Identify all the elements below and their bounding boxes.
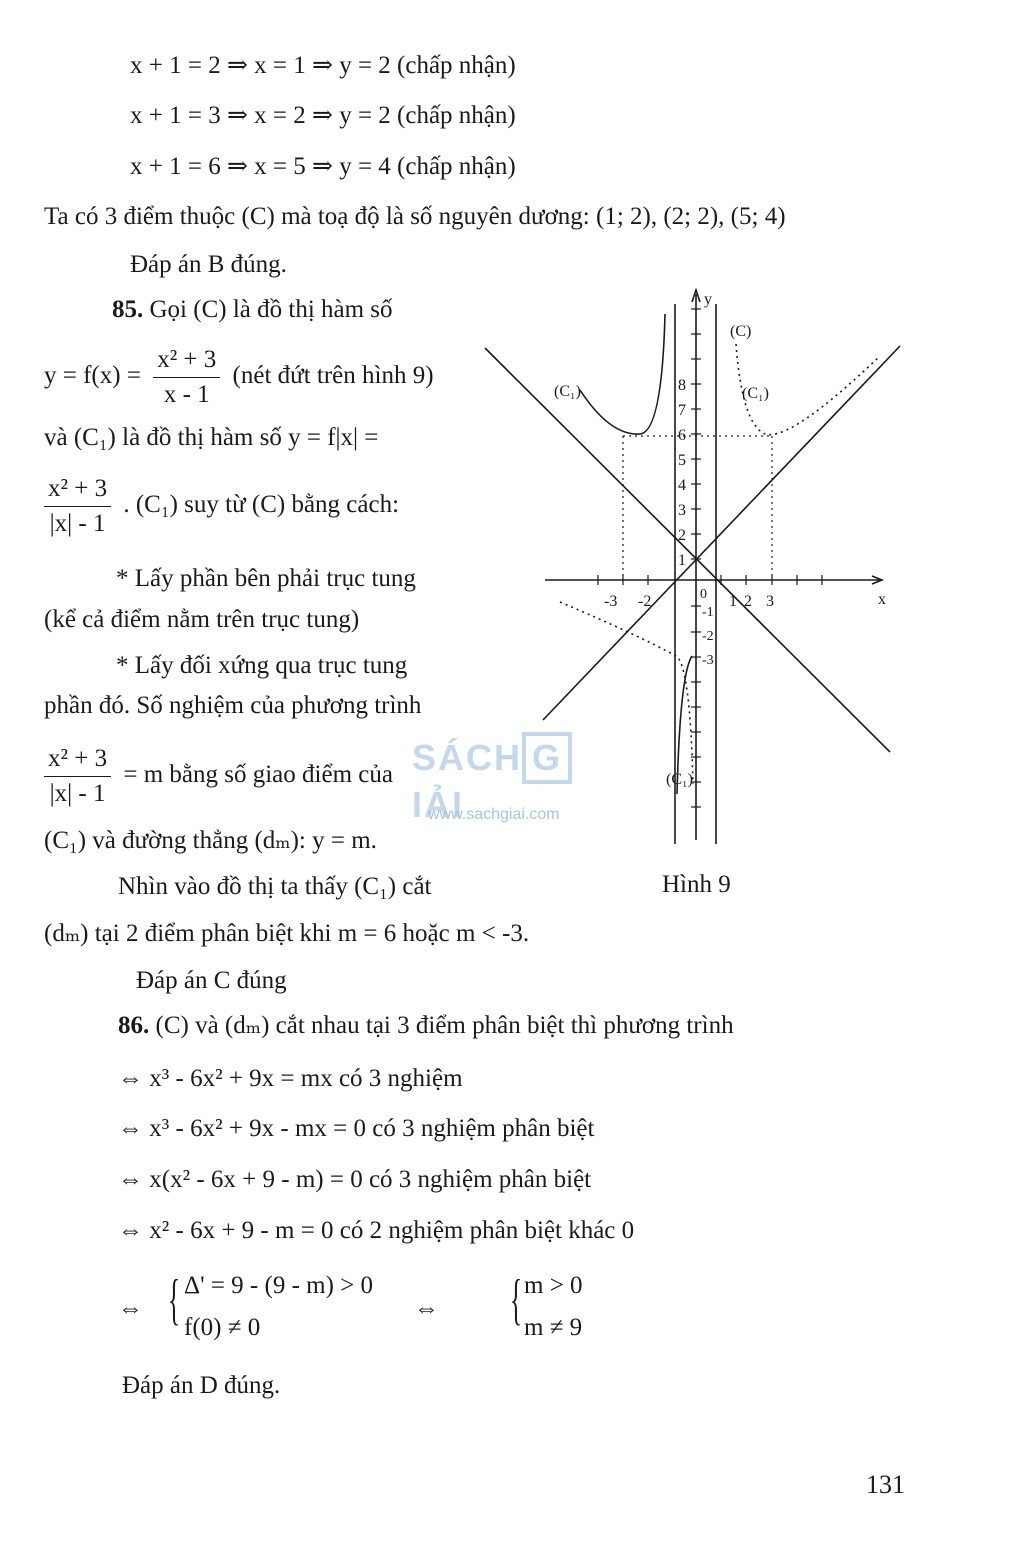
intro-text: (C) và (dₘ) cắt nhau tại 3 điểm phân biệt thì phương trình	[155, 1012, 734, 1039]
function-definition	[44, 345, 434, 410]
problem-number: 85.	[112, 296, 144, 323]
watermark-brand-a: SÁCH	[412, 737, 523, 778]
problem-85-intro	[112, 294, 393, 326]
watermark-url: www.sachgiai.com	[428, 806, 560, 823]
y-eq: y = f(x) =	[44, 362, 141, 390]
fraction	[44, 744, 111, 809]
system-2-line-1: m > 0	[524, 1272, 583, 1299]
iff-symbol: ⇔	[118, 1295, 143, 1322]
problem-number: 86.	[118, 1012, 150, 1039]
text-line: Ta có 3 điểm thuộc (C) mà toạ độ là số nguyên dương: (1; 2), (2; 2), (5; 4)	[44, 203, 786, 230]
y-tick-label: 0	[700, 587, 707, 602]
step-2-cont: phần đó. Số nghiệm của phương trình	[44, 692, 422, 719]
numerator: x² + 3	[44, 744, 111, 777]
c1-definition: và (C₁) là đồ thị hàm số y = f|x| =	[44, 424, 379, 451]
y-tick-label: 5	[678, 452, 686, 469]
c1-fraction-line	[44, 474, 399, 539]
y-tick-label: -1	[702, 605, 714, 620]
after-fraction: (nét đứt trên hình 9)	[232, 362, 434, 390]
fraction	[44, 474, 111, 539]
system-brace: {	[510, 1269, 523, 1331]
after-fraction: = m bằng số giao điểm của	[123, 761, 393, 789]
equivalence-line: ⇔ x³ - 6x² + 9x = mx có 3 nghiệm	[118, 1065, 463, 1092]
conclusion: Nhìn vào đồ thị ta thấy (C₁) cắt	[118, 873, 432, 900]
after-fraction: . (C₁) suy từ (C) bằng cách:	[123, 491, 400, 519]
step-2: * Lấy đối xứng qua trục tung	[116, 652, 408, 679]
x-tick-label: -2	[638, 593, 652, 610]
y-tick-label: 1	[678, 552, 686, 569]
answer-b: Đáp án B đúng.	[130, 251, 287, 278]
system-1-line-2: f(0) ≠ 0	[184, 1314, 261, 1341]
y-tick-label: 2	[678, 527, 686, 544]
denominator: x - 1	[163, 381, 210, 408]
system-1-line-1: Δ' = 9 - (9 - m) > 0	[184, 1272, 374, 1299]
figure-caption: Hình 9	[662, 871, 731, 898]
x-tick-label: 2	[744, 593, 752, 610]
y-tick-label: 6	[678, 427, 686, 444]
label-c1-left: (C₁)	[554, 383, 581, 400]
system-2-line-2: m ≠ 9	[524, 1314, 583, 1341]
x-tick-label: -3	[604, 593, 618, 610]
step-1-cont: (kể cả điểm nằm trên trục tung)	[44, 606, 360, 633]
y-tick-label: 7	[678, 402, 686, 419]
x-axis-label: x	[878, 591, 886, 608]
x-tick-label: 1	[729, 593, 737, 610]
answer-d: Đáp án D đúng.	[122, 1372, 281, 1399]
oblique-asymptote-1	[485, 348, 890, 752]
step-1: * Lấy phần bên phải trục tung	[116, 565, 416, 592]
oblique-asymptote-2	[543, 346, 900, 720]
problem-86-intro	[118, 1010, 734, 1042]
text-line: x + 1 = 2 ⇒ x = 1 ⇒ y = 2 (chấp nhận)	[130, 52, 516, 79]
y-tick-label: 4	[678, 477, 686, 494]
equivalence-line: ⇔ x(x² - 6x + 9 - m) = 0 có 3 nghiệm phân biệt	[118, 1166, 592, 1193]
y-tick-label: -3	[702, 653, 714, 668]
text-line: x + 1 = 6 ⇒ x = 5 ⇒ y = 4 (chấp nhận)	[130, 153, 516, 180]
watermark-brand-c: IẢI	[412, 784, 465, 825]
label-c1-right: (C₁)	[742, 385, 769, 402]
watermark-brand-b: G	[522, 732, 572, 784]
y-tick-label: 3	[678, 502, 686, 519]
equivalence-line: ⇔ x³ - 6x² + 9x - mx = 0 có 3 nghiệm phân biệt	[118, 1115, 595, 1142]
equivalence-line: ⇔ x² - 6x + 9 - m = 0 có 2 nghiệm phân biệt khác 0	[118, 1217, 635, 1244]
denominator: |x| - 1	[49, 510, 106, 537]
label-c1-lower: (C₁)	[666, 771, 693, 788]
result: (dₘ) tại 2 điểm phân biệt khi m = 6 hoặc m < -3.	[44, 920, 530, 947]
fraction	[153, 345, 220, 410]
y-tick-label: 8	[678, 377, 686, 394]
x-tick-label: 3	[766, 593, 774, 610]
intro-text: Gọi (C) là đồ thị hàm số	[149, 296, 393, 323]
numerator: x² + 3	[153, 345, 220, 378]
text-line: x + 1 = 3 ⇒ x = 2 ⇒ y = 2 (chấp nhận)	[130, 102, 516, 129]
iff-symbol: ⇔	[414, 1295, 439, 1322]
y-axis-label: y	[704, 291, 712, 308]
page-number: 131	[866, 1470, 905, 1499]
numerator: x² + 3	[44, 474, 111, 507]
c1-branch-left	[580, 314, 665, 434]
y-tick-label: -2	[702, 629, 714, 644]
dm-line: (C₁) và đường thẳng (dₘ): y = m.	[44, 827, 377, 854]
label-c: (C)	[730, 323, 752, 340]
denominator: |x| - 1	[49, 780, 106, 807]
answer-c: Đáp án C đúng	[136, 967, 287, 994]
equation-line	[44, 744, 393, 809]
system-brace: {	[168, 1269, 181, 1331]
